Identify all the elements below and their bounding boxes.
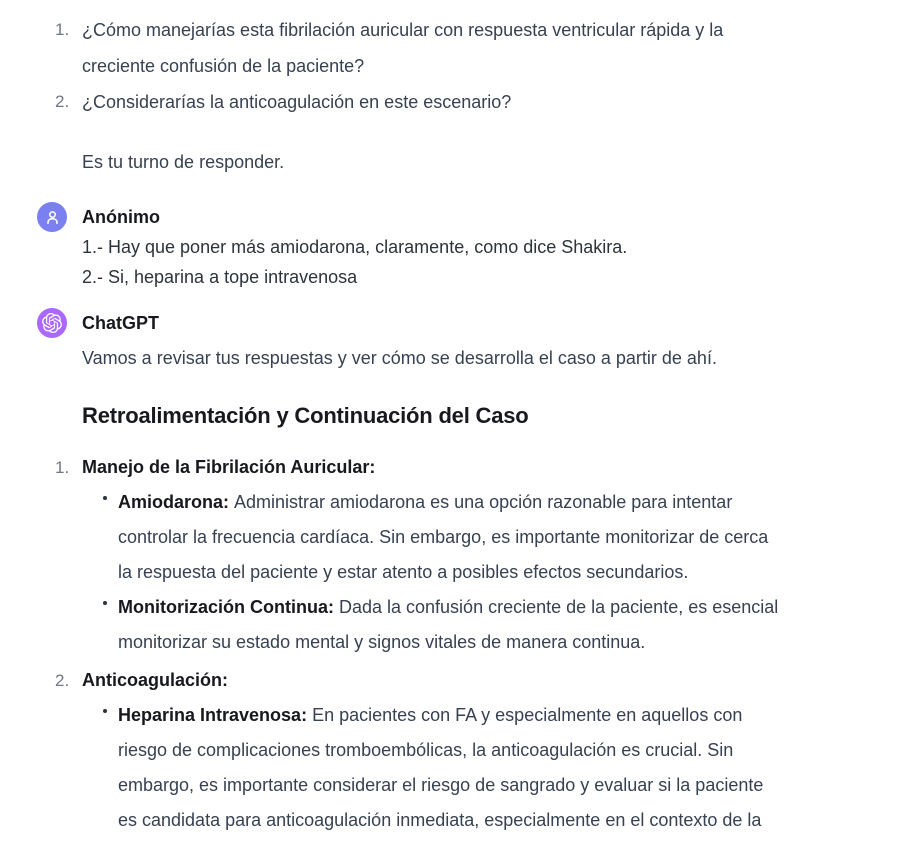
list-marker: 1.	[55, 458, 70, 477]
bullet-lead: Amiodarona:	[118, 492, 230, 512]
text-line: riesgo de complicaciones tromboembólicas, la anticoagulación es crucial. Sin	[118, 740, 734, 760]
turn-prompt: Es tu turno de responder.	[82, 152, 285, 172]
user-message	[37, 202, 893, 292]
section-heading: Retroalimentación y Continuación del Caso	[82, 403, 529, 428]
message-body	[82, 202, 893, 292]
assistant-message-top	[37, 12, 893, 180]
message-body	[55, 308, 893, 838]
text-line: 1.- Hay que poner más amiodarona, claramente, como dice Shakira.	[82, 237, 628, 257]
text-span: En pacientes con FA y especialmente en aquellos con	[312, 705, 743, 725]
text-line	[118, 590, 893, 625]
text-line: monitorizar su estado mental y signos vitales de manera continua.	[118, 632, 646, 652]
text-line: ¿Cómo manejarías esta fibrilación auricular con respuesta ventricular rápida y la	[82, 20, 724, 40]
feedback-item-title: Anticoagulación:	[82, 670, 229, 690]
bullet-item	[118, 485, 893, 590]
list-marker: 2.	[55, 671, 70, 690]
text-line: 2.- Si, heparina a tope intravenosa	[82, 267, 358, 287]
chatgpt-avatar	[37, 308, 67, 338]
text-span: Administrar amiodarona es una opción razonable para intentar	[234, 492, 733, 512]
person-icon	[43, 208, 62, 227]
avatar-gutter	[37, 308, 82, 338]
text-line: creciente confusión de la paciente?	[82, 56, 365, 76]
text-line: la respuesta del paciente y estar atento a posibles efectos secundarios.	[118, 562, 689, 582]
bullet-lead: Heparina Intravenosa:	[118, 705, 308, 725]
openai-logo-icon	[42, 313, 62, 333]
feedback-item	[55, 450, 893, 660]
text-line	[118, 698, 893, 733]
text-line	[118, 485, 893, 520]
feedback-list	[55, 450, 893, 838]
bullet-item	[118, 698, 893, 838]
list-marker: 2.	[55, 92, 70, 111]
text-line: embargo, es importante considerar el riesgo de sangrado y evaluar si la paciente	[118, 775, 764, 795]
text-line: Vamos a revisar tus respuestas y ver cómo se desarrolla el caso a partir de ahí.	[82, 348, 717, 368]
bullet-list	[118, 698, 893, 838]
message-body	[55, 12, 893, 180]
feedback-item	[55, 663, 893, 838]
text-line: ¿Considerarías la anticoagulación en este escenario?	[82, 92, 512, 112]
sender-name: Anónimo	[82, 207, 160, 227]
bullet-lead: Monitorización Continua:	[118, 597, 334, 617]
avatar-gutter	[37, 202, 82, 232]
anon-avatar	[37, 202, 67, 232]
text-line: controlar la frecuencia cardíaca. Sin embargo, es importante monitorizar de cerca	[118, 527, 769, 547]
text-line: es candidata para anticoagulación inmediata, especialmente en el contexto de la	[118, 810, 762, 830]
text-span: Dada la confusión creciente de la paciente, es esencial	[338, 597, 779, 617]
feedback-item-title: Manejo de la Fibrilación Auricular:	[82, 457, 376, 477]
question-item	[55, 84, 893, 120]
bullet-item	[118, 590, 893, 660]
list-marker: 1.	[55, 20, 70, 39]
assistant-message	[37, 308, 893, 838]
bullet-list	[118, 485, 893, 660]
sender-name: ChatGPT	[82, 313, 160, 333]
question-item	[55, 12, 893, 84]
